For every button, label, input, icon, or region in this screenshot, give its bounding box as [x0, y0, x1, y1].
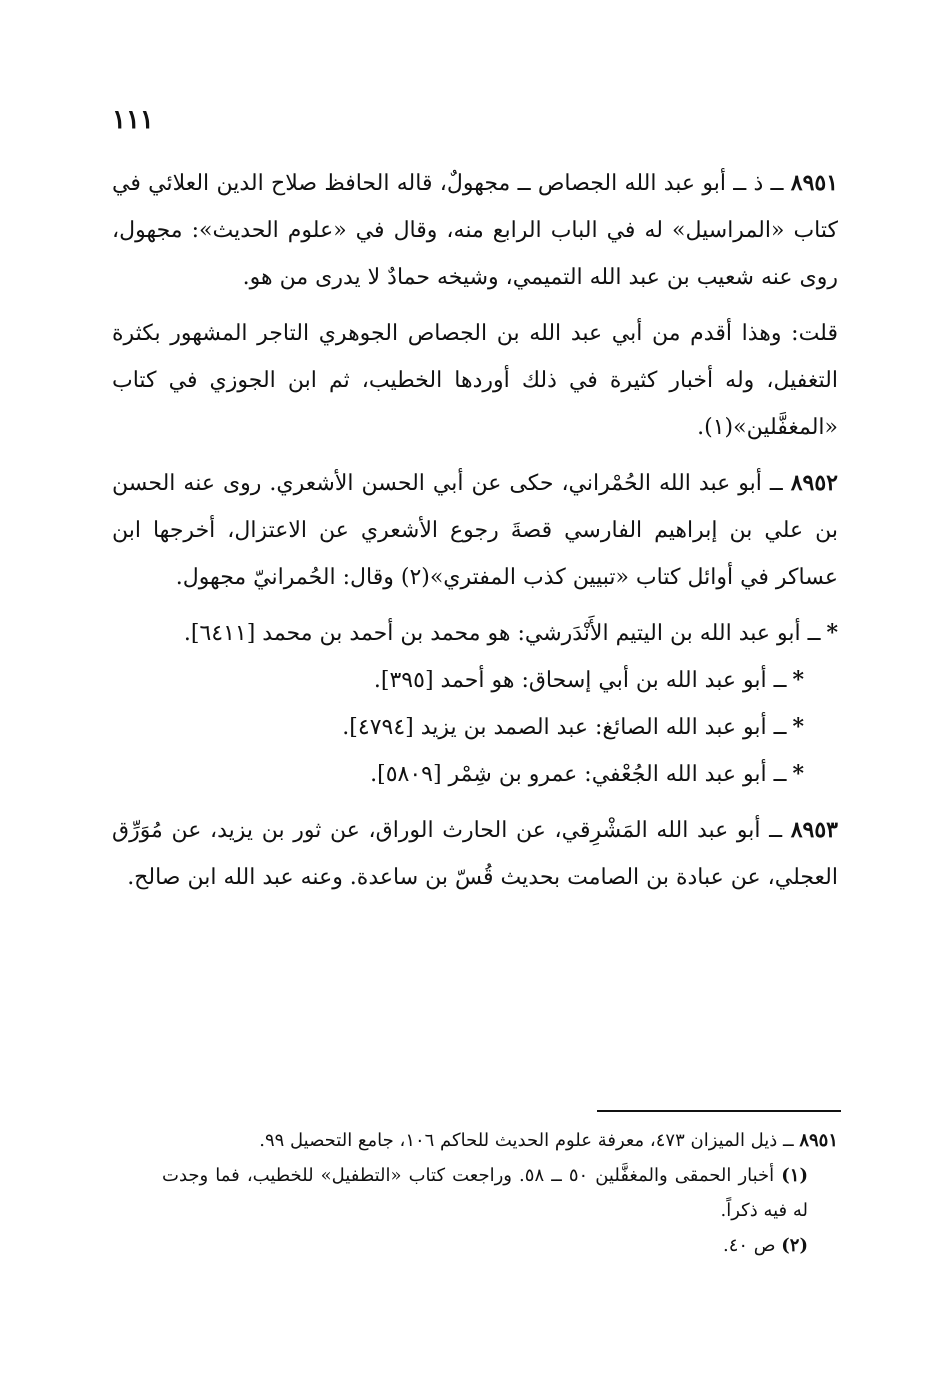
- entry-comment: [112, 310, 838, 451]
- page-number: ١١١: [112, 105, 154, 135]
- footnote-1: [112, 1158, 838, 1228]
- entry-number: ٨٩٥٣: [790, 817, 838, 843]
- entry-text: ــ أبو عبد الله المَشْرِقي، عن الحارث الوراق، عن ثور بن يزيد، عن مُوَرِّق العجلي، عن عبادة بن الصامت بحديث قُسّ بن ساعدة. وعنه عبد الله ابن صالح.: [112, 818, 838, 890]
- footnote-text: أخبار الحمقى والمغفَّلين ٥٠ ــ ٥٨. وراجعت كتاب «التطفيل» للخطيب، فما وجدت له فيه ذكراً.: [162, 1165, 808, 1221]
- entry-text: ــ ذ ــ أبو عبد الله الجصاص ــ مجهولٌ، قاله الحافظ صلاح الدين العلائي في كتاب «المراسيل» له في الباب الرابع منه، وقال في «علوم الحديث»: مجهول، روى عنه شعيب بن عبد الله التميمي، وشيخه حمادٌ لا يدرى من هو.: [112, 171, 838, 290]
- cross-reference-entry: [112, 704, 838, 751]
- entry-8951: [112, 160, 838, 301]
- main-text: [112, 160, 838, 910]
- entry-8952: [112, 460, 838, 601]
- footnotes: [112, 1123, 838, 1263]
- entry-text: قلت: وهذا أقدم من أبي عبد الله بن الجصاص الجوهري التاجر المشهور بكثرة التغفيل، وله أخبار كثيرة في ذلك أوردها الخطيب، ثم ابن الجوزي في كتاب «المغفَّلين»(١).: [112, 321, 838, 440]
- footnote-number: (١): [781, 1165, 808, 1186]
- cross-reference-text: ــ أبو عبد الله بن اليتيم الأَنْدَرشي: هو محمد بن أحمد بن محمد [٦٤١١].: [183, 621, 821, 646]
- cross-reference-entry: [112, 610, 838, 657]
- asterisk-icon: *: [826, 620, 838, 646]
- cross-reference-text: ــ أبو عبد الله الجُعْفي: عمرو بن شِمْر [٥٨٠٩].: [370, 762, 787, 787]
- cross-reference-text: ــ أبو عبد الله بن أبي إسحاق: هو أحمد [٣٩٥].: [373, 668, 787, 693]
- footnote-text: ــ ذيل الميزان ٤٧٣، معرفة علوم الحديث للحاكم ١٠٦، جامع التحصيل ٩٩.: [259, 1130, 800, 1151]
- footnote-text: ص ٤٠.: [722, 1235, 782, 1256]
- entry-8953: [112, 807, 838, 901]
- footnote-2: [112, 1228, 838, 1263]
- cross-reference-entry: [112, 751, 838, 798]
- footnote-number: (٢): [781, 1235, 808, 1256]
- cross-reference-entry: [112, 657, 838, 704]
- asterisk-icon: *: [792, 714, 804, 740]
- cross-reference-text: ــ أبو عبد الله الصائغ: عبد الصمد بن يزيد [٤٧٩٤].: [342, 715, 787, 740]
- asterisk-icon: *: [792, 667, 804, 693]
- entry-number: ٨٩٥٢: [790, 470, 838, 496]
- asterisk-icon: *: [792, 761, 804, 787]
- footnote-number: ٨٩٥١: [799, 1130, 838, 1151]
- footnote-divider: [597, 1110, 841, 1112]
- entry-number: ٨٩٥١: [790, 170, 839, 196]
- entry-text: ــ أبو عبد الله الحُمْراني، حكى عن أبي الحسن الأشعري. روى عنه الحسن بن علي بن إبراهيم الفارسي قصةَ رجوع الأشعري عن الاعتزال، أخرجها ابن عساكر في أوائل كتاب «تبيين كذب المفتري»(٢) وقال: الحُمرانيّ مجهول.: [112, 471, 838, 590]
- footnote-sources: [112, 1123, 838, 1158]
